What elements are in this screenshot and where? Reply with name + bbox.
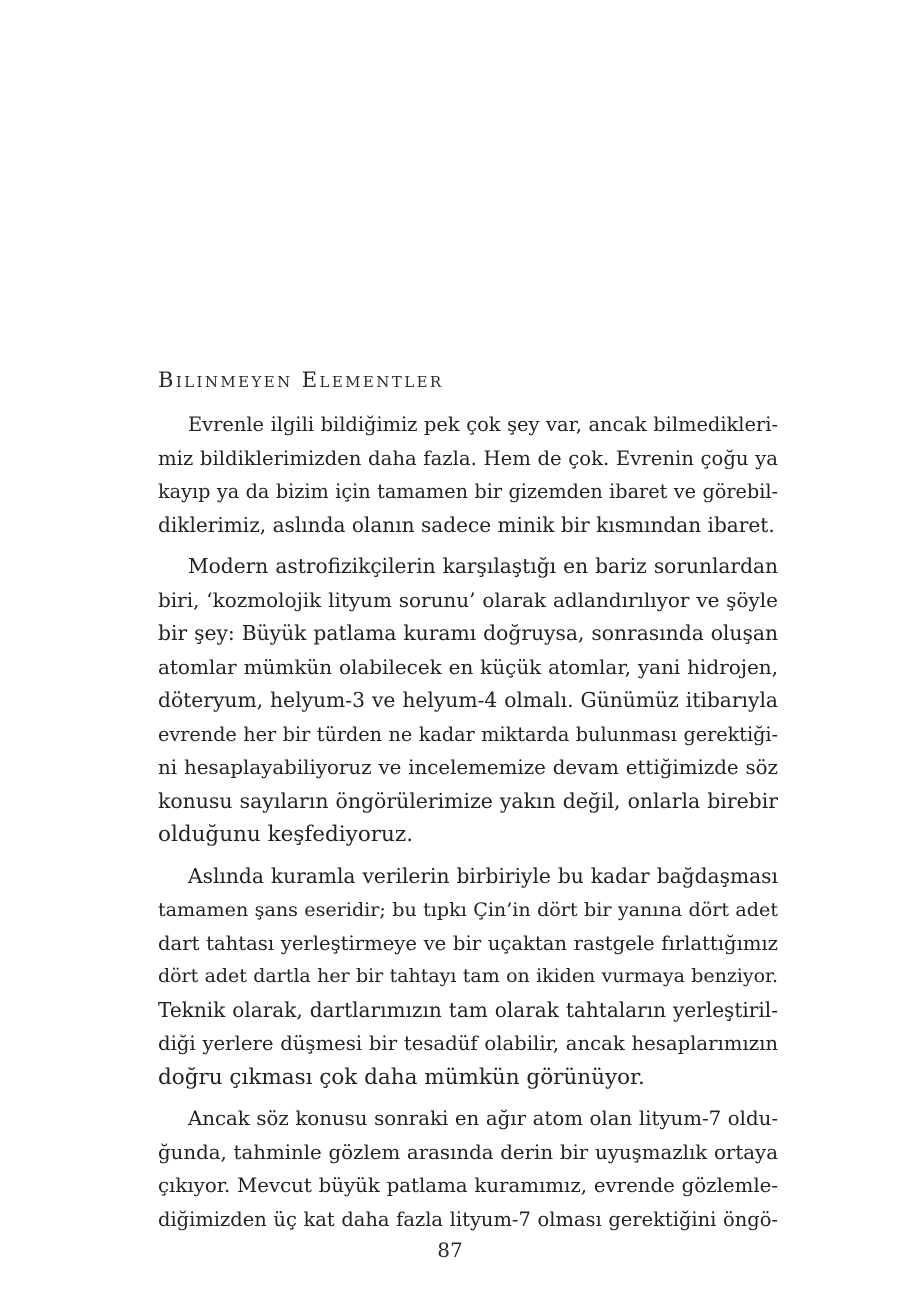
text-line: dört adet dartla her bir tahtayı tam on ikiden vurmaya benziyor. [158,965,778,987]
text-line: bir şey: Büyük patlama kuramı doğruysa, sonrasında oluşan [158,621,778,645]
text-line: diğimizden üç kat daha fazla lityum-7 olması gerektiğini öngö- [158,1207,778,1231]
text-line: diklerimiz, aslında olanın sadece minik bir kısmından ibaret. [158,512,775,537]
text-line: diği yerlere düşmesi bir tesadüf olabilir, ancak hesaplarımızın [158,1032,778,1055]
text-line: miz bildiklerimizden daha fazla. Hem de çok. Evrenin çoğu ya [158,446,778,470]
paragraph-3 [158,860,778,1095]
text-line: olduğunu keşfediyoruz. [158,822,414,847]
text-line: Aslında kuramla verilerin birbiriyle bu kadar bağdaşması [188,863,778,888]
body-text [158,408,778,1244]
text-line: evrende her bir türden ne kadar miktarda bulunması gerektiği- [158,722,778,746]
text-line: tamamen şans eseridir; bu tıpkı Çin’in dört bir yanına dört adet [158,898,778,921]
text-line: doğru çıkması çok daha mümkün görünüyor. [158,1064,645,1090]
text-line: çıkıyor. Mevcut büyük patlama kuramımız, evrende gözlemle- [158,1174,778,1197]
text-line: Evrenle ilgili bildiğimiz pek çok şey var, ancak bilmedikleri- [188,413,778,436]
text-line: Modern astrofizikçilerin karşılaştığı en bariz sorunlardan [188,554,778,578]
text-line: biri, ‘kozmolojik lityum sorunu’ olarak adlandırılıyor ve şöyle [158,587,778,612]
paragraph-4 [158,1102,778,1236]
text-line: dart tahtası yerleştirmeye ve bir uçaktan rastgele fırlattığımız [158,931,778,955]
text-line: atomlar mümkün olabilecek en küçük atomlar, yani hidrojen, [158,654,778,679]
text-line: ğunda, tahminle gözlem arasında derin bir uyuşmazlık ortaya [158,1140,778,1164]
section-heading: Bilinmeyen Elementler [158,368,444,392]
page-number: 87 [437,1238,463,1262]
text-line: Teknik olarak, dartlarımızın tam olarak tahtaların yerleştiril- [158,997,778,1022]
text-line: kayıp ya da bizim için tamamen bir gizemden ibaret ve görebil- [158,480,778,503]
text-line: döteryum, helyum-3 ve helyum-4 olmalı. Günümüz itibarıyla [158,688,778,712]
text-line: ni hesaplayabiliyoruz ve incelememize devam ettiğimizde söz [158,756,778,779]
text-line: konusu sayıların öngörülerimize yakın değil, onlarla birebir [158,788,778,813]
text-line: Ancak söz konusu sonraki en ağır atom olan lityum-7 oldu- [188,1107,778,1130]
paragraph-1 [158,408,778,542]
paragraph-2 [158,550,778,852]
